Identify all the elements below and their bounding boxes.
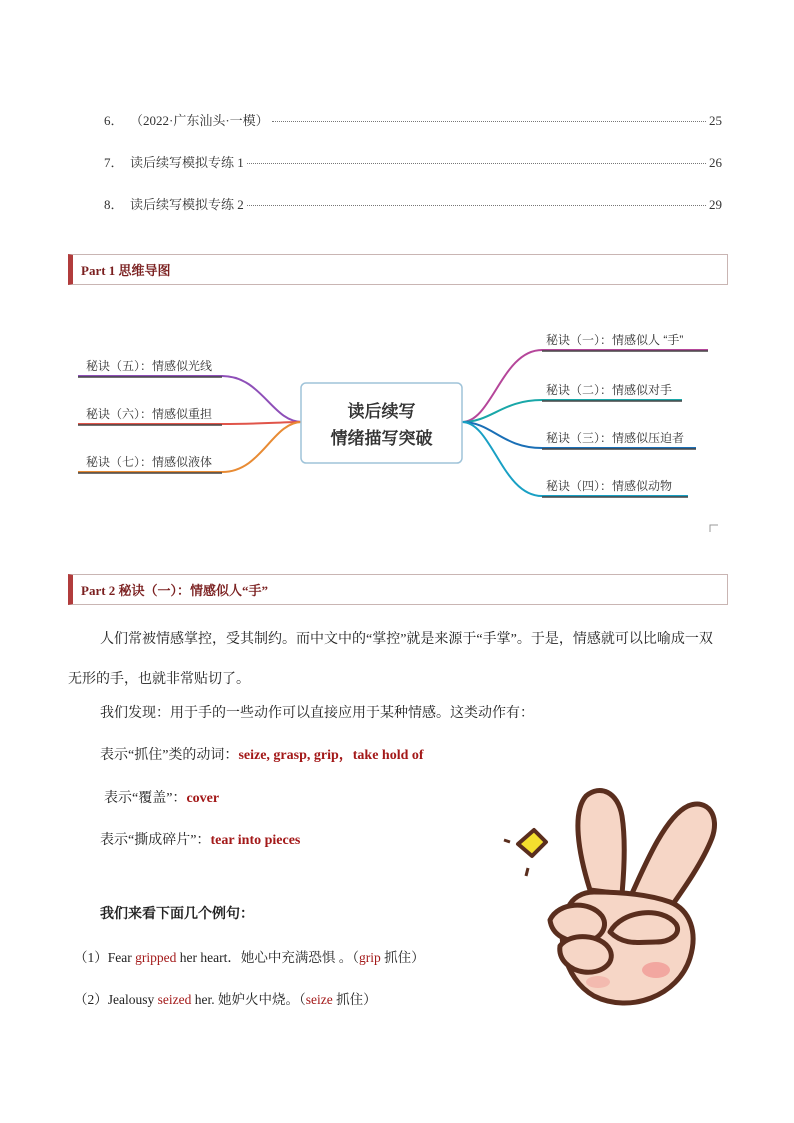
- sparkle-icon: [518, 830, 546, 856]
- example-note-word: grip: [358, 950, 381, 965]
- part2-title: Part 2 秘诀（一）：情感似人“手”: [81, 583, 269, 598]
- toc-page-number: 29: [709, 197, 722, 212]
- part1-heading: [68, 254, 728, 285]
- toc-leader-dots: [272, 120, 706, 122]
- mind-map-node-1: 秘诀（一）：情感似人 “手”: [546, 333, 684, 347]
- examples-heading: 我们来看下面几个例句：: [100, 907, 254, 922]
- branch-line-2: [462, 400, 682, 422]
- center-title-line2: 情绪描写突破: [330, 429, 433, 448]
- verb-line-grasp: [68, 746, 758, 766]
- branch-line-6: [78, 422, 302, 424]
- center-title-line1: 读后续写: [347, 402, 416, 421]
- toc-entry-8[interactable]: [104, 194, 722, 213]
- example-text: 抓住）: [332, 992, 377, 1007]
- mind-map-node-6: 秘诀（六）：情感似重担: [86, 407, 213, 421]
- mind-map-node-2: 秘诀（二）：情感似对手: [546, 383, 673, 397]
- example-text: （2）Jealousy: [74, 992, 158, 1007]
- verb-words: tear into pieces: [210, 833, 301, 848]
- toc-title: 读后续写模拟专练 2: [130, 197, 244, 212]
- toc-entry-6[interactable]: [104, 110, 722, 129]
- mind-map-center-node: [301, 383, 462, 463]
- part1-title: Part 1 思维导图: [81, 263, 171, 278]
- example-note-word: seize: [305, 992, 333, 1007]
- mind-map-node-3: 秘诀（三）：情感似压迫者: [546, 431, 685, 445]
- example-highlight: seized: [157, 992, 192, 1007]
- verb-words: seize, grasp, grip，take hold of: [238, 748, 424, 763]
- toc-page-number: 25: [709, 113, 722, 128]
- mind-map-node-4: 秘诀（四）：情感似动物: [546, 479, 673, 493]
- toc-title: 读后续写模拟专练 1: [130, 155, 244, 170]
- verb-label: 表示“覆盖”：: [104, 791, 187, 806]
- example-text: her heart．她心中充满恐惧 。（: [176, 950, 359, 965]
- toc-number: 6．: [104, 113, 124, 128]
- peace-hand-illustration-icon: [498, 782, 726, 1014]
- intro-paragraph: 人们常被情感掌控，受其制约。而中文中的“掌控”就是来源于“手掌”。于是，情感就可以比喻成一双无形的手，也就非常贴切了。: [68, 632, 713, 687]
- toc-title: （2022·广东汕头·一模）: [130, 113, 269, 128]
- example-text: （1）Fear: [74, 950, 136, 965]
- toc-number: 7．: [104, 155, 124, 170]
- toc-leader-dots: [247, 204, 706, 206]
- mind-map-node-5: 秘诀（五）：情感似光线: [86, 359, 213, 373]
- example-text: her. 她妒火中烧。（: [191, 992, 306, 1007]
- verb-label: 表示“撕成碎片”：: [100, 833, 211, 848]
- example-highlight: gripped: [135, 950, 177, 965]
- toc-page-number: 26: [709, 155, 722, 170]
- mind-map: [72, 322, 724, 532]
- found-paragraph: 我们发现：用于手的一些动作可以直接应用于某种情感。这类动作有：: [100, 706, 534, 721]
- verb-label: 表示“抓住”类的动词：: [100, 748, 239, 763]
- mind-map-node-7: 秘诀（七）：情感似液体: [86, 455, 213, 469]
- part2-heading: [68, 574, 728, 605]
- toc-number: 8．: [104, 197, 124, 212]
- example-text: 抓住）: [380, 950, 425, 965]
- toc-leader-dots: [247, 162, 706, 164]
- toc-entry-7[interactable]: [104, 152, 722, 171]
- verb-words: cover: [186, 791, 220, 806]
